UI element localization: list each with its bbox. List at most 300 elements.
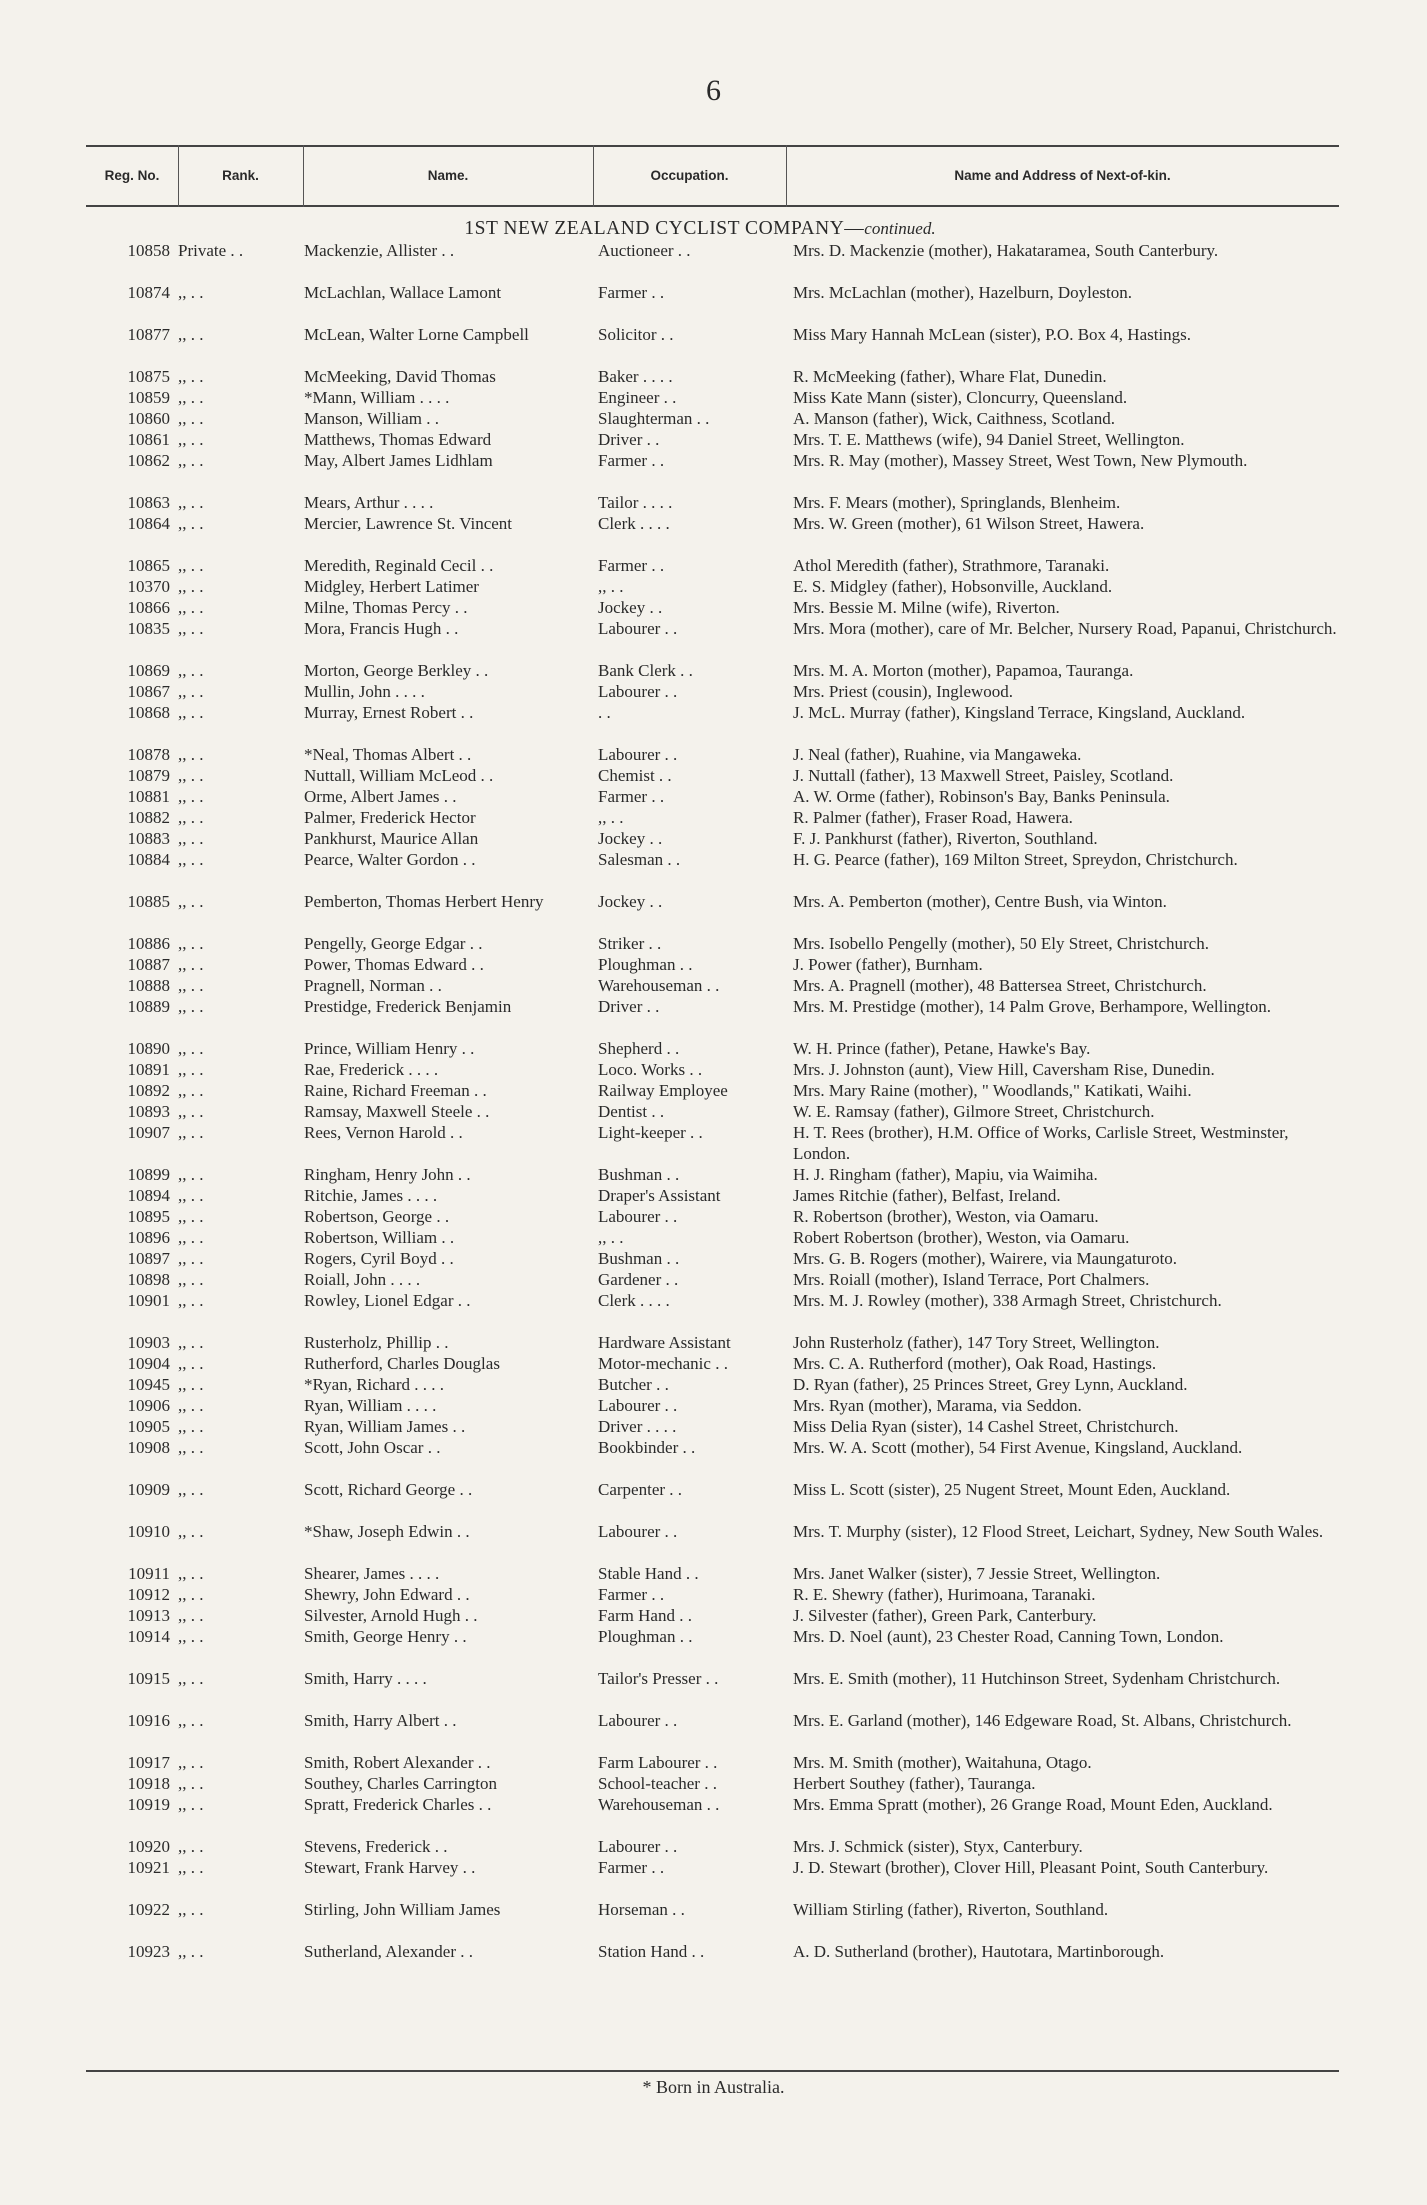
occupation-cell: Farmer . . — [598, 1858, 665, 1877]
reg-no-cell: 10899 — [127, 1165, 170, 1184]
name-cell: Robertson, William . . — [304, 1228, 455, 1247]
rank-cell: ,, . . — [178, 892, 204, 911]
next-of-kin-cell: F. J. Pankhurst (father), Riverton, Southland. — [793, 829, 1098, 848]
rank-cell: ,, . . — [178, 1396, 204, 1415]
occupation-cell: Horseman . . — [598, 1900, 685, 1919]
table-row — [0, 660, 1427, 681]
occupation-cell: Jockey . . — [598, 829, 663, 848]
rank-cell: ,, . . — [178, 1795, 204, 1814]
table-row — [0, 1668, 1427, 1710]
rank-cell: ,, . . — [178, 1585, 204, 1604]
next-of-kin-cell: H. T. Rees (brother), H.M. Office of Works, Carlisle Street, Westminster, London. — [793, 1123, 1289, 1163]
table-row — [0, 807, 1427, 828]
name-cell: Roiall, John . . . . — [304, 1270, 421, 1289]
occupation-cell: Chemist . . — [598, 766, 672, 785]
reg-no-cell: 10915 — [127, 1669, 170, 1688]
name-cell: Power, Thomas Edward . . — [304, 955, 484, 974]
reg-no-cell: 10889 — [127, 997, 170, 1016]
next-of-kin-cell: R. E. Shewry (father), Hurimoana, Taranaki. — [793, 1585, 1096, 1604]
name-cell: Milne, Thomas Percy . . — [304, 598, 468, 617]
rank-cell: ,, . . — [178, 388, 204, 407]
next-of-kin-cell: Mrs. W. Green (mother), 61 Wilson Street, Hawera. — [793, 514, 1145, 533]
rank-cell: ,, . . — [178, 451, 204, 470]
reg-no-cell: 10883 — [127, 829, 170, 848]
next-of-kin-cell: Mrs. M. Smith (mother), Waitahuna, Otago. — [793, 1753, 1092, 1772]
table-row — [0, 618, 1427, 660]
name-cell: McMeeking, David Thomas — [304, 367, 496, 386]
occupation-cell: Gardener . . — [598, 1270, 679, 1289]
name-cell: Ryan, William James . . — [304, 1417, 466, 1436]
rank-cell: ,, . . — [178, 577, 204, 596]
rank-cell: ,, . . — [178, 1438, 204, 1457]
next-of-kin-cell: W. E. Ramsay (father), Gilmore Street, Christchurch. — [793, 1102, 1155, 1121]
next-of-kin-cell: A. Manson (father), Wick, Caithness, Scotland. — [793, 409, 1115, 428]
name-cell: Rogers, Cyril Boyd . . — [304, 1249, 454, 1268]
table-row — [0, 513, 1427, 555]
table-row — [0, 1773, 1427, 1794]
occupation-cell: Tailor's Presser . . — [598, 1669, 719, 1688]
occupation-cell: Butcher . . — [598, 1375, 669, 1394]
table-row — [0, 828, 1427, 849]
occupation-cell: Farmer . . — [598, 451, 665, 470]
occupation-cell: Solicitor . . — [598, 325, 674, 344]
table-row — [0, 1941, 1427, 1962]
table-row — [0, 1479, 1427, 1521]
header-next-of-kin: Name and Address of Next-of-kin. — [954, 168, 1171, 183]
reg-no-cell: 10910 — [127, 1522, 170, 1541]
reg-no-cell: 10914 — [127, 1627, 170, 1646]
name-cell: Stevens, Frederick . . — [304, 1837, 448, 1856]
occupation-cell: Shepherd . . — [598, 1039, 680, 1058]
rank-cell: ,, . . — [178, 493, 204, 512]
next-of-kin-cell: A. D. Sutherland (brother), Hautotara, Martinborough. — [793, 1942, 1165, 1961]
reg-no-cell: 10864 — [127, 514, 170, 533]
occupation-cell: Jockey . . — [598, 892, 663, 911]
reg-no-cell: 10862 — [127, 451, 170, 470]
rank-cell: ,, . . — [178, 1186, 204, 1205]
occupation-cell: Loco. Works . . — [598, 1060, 703, 1079]
rank-cell: ,, . . — [178, 766, 204, 785]
table-row — [0, 954, 1427, 975]
rank-cell: ,, . . — [178, 409, 204, 428]
occupation-cell: Bookbinder . . — [598, 1438, 696, 1457]
rank-cell: ,, . . — [178, 829, 204, 848]
occupation-cell: Farmer . . — [598, 787, 665, 806]
occupation-cell: Ploughman . . — [598, 955, 693, 974]
next-of-kin-cell: J. Power (father), Burnham. — [793, 955, 983, 974]
next-of-kin-cell: Miss L. Scott (sister), 25 Nugent Street, Mount Eden, Auckland. — [793, 1480, 1231, 1499]
next-of-kin-cell: Mrs. J. Johnston (aunt), View Hill, Caversham Rise, Dunedin. — [793, 1060, 1215, 1079]
header-occupation: Occupation. — [650, 168, 729, 183]
table-row — [0, 240, 1427, 282]
occupation-cell: Labourer . . — [598, 682, 678, 701]
table-row — [0, 576, 1427, 597]
reg-no-cell: 10896 — [127, 1228, 170, 1247]
occupation-cell: Driver . . — [598, 430, 660, 449]
rank-cell: ,, . . — [178, 1060, 204, 1079]
table-row — [0, 975, 1427, 996]
reg-no-cell: 10881 — [127, 787, 170, 806]
table-row — [0, 1101, 1427, 1122]
header-reg-no: Reg. No. — [104, 168, 160, 183]
rank-cell: ,, . . — [178, 1123, 204, 1142]
table-row — [0, 366, 1427, 387]
name-cell: McLachlan, Wallace Lamont — [304, 283, 502, 302]
table-row — [0, 492, 1427, 513]
reg-no-cell: 10916 — [127, 1711, 170, 1730]
column-divider — [303, 145, 304, 207]
next-of-kin-cell: D. Ryan (father), 25 Princes Street, Grey Lynn, Auckland. — [793, 1375, 1188, 1394]
occupation-cell: Labourer . . — [598, 619, 678, 638]
reg-no-cell: 10898 — [127, 1270, 170, 1289]
next-of-kin-cell: Mrs. R. May (mother), Massey Street, West Town, New Plymouth. — [793, 451, 1248, 470]
reg-no-cell: 10869 — [127, 661, 170, 680]
occupation-cell: Motor-mechanic . . — [598, 1354, 728, 1373]
reg-no-cell: 10887 — [127, 955, 170, 974]
occupation-cell: Stable Hand . . — [598, 1564, 699, 1583]
reg-no-cell: 10370 — [127, 577, 170, 596]
rank-cell: ,, . . — [178, 1228, 204, 1247]
name-cell: Shearer, James . . . . — [304, 1564, 440, 1583]
rank-cell: ,, . . — [178, 1480, 204, 1499]
name-cell: Midgley, Herbert Latimer — [304, 577, 479, 596]
occupation-cell: Farmer . . — [598, 1585, 665, 1604]
reg-no-cell: 10903 — [127, 1333, 170, 1352]
occupation-cell: Ploughman . . — [598, 1627, 693, 1646]
reg-no-cell: 10920 — [127, 1837, 170, 1856]
occupation-cell: Light-keeper . . — [598, 1123, 703, 1142]
next-of-kin-cell: Mrs. A. Pemberton (mother), Centre Bush, via Winton. — [793, 892, 1167, 911]
next-of-kin-cell: William Stirling (father), Riverton, Southland. — [793, 1900, 1109, 1919]
name-cell: Ringham, Henry John . . — [304, 1165, 471, 1184]
next-of-kin-cell: Miss Delia Ryan (sister), 14 Cashel Street, Christchurch. — [793, 1417, 1179, 1436]
table-row — [0, 555, 1427, 576]
occupation-cell: Labourer . . — [598, 1711, 678, 1730]
next-of-kin-cell: Mrs. M. Prestidge (mother), 14 Palm Grove, Berhampore, Wellington. — [793, 997, 1272, 1016]
next-of-kin-cell: J. McL. Murray (father), Kingsland Terrace, Kingsland, Auckland. — [793, 703, 1246, 722]
next-of-kin-cell: R. Robertson (brother), Weston, via Oamaru. — [793, 1207, 1099, 1226]
occupation-cell: Clerk . . . . — [598, 1291, 670, 1310]
occupation-cell: ,, . . — [598, 577, 624, 596]
reg-no-cell: 10874 — [127, 283, 170, 302]
reg-no-cell: 10908 — [127, 1438, 170, 1457]
reg-no-cell: 10875 — [127, 367, 170, 386]
occupation-cell: Clerk . . . . — [598, 514, 670, 533]
rank-cell: ,, . . — [178, 1333, 204, 1352]
reg-no-cell: 10888 — [127, 976, 170, 995]
name-cell: Ritchie, James . . . . — [304, 1186, 438, 1205]
rank-cell: ,, . . — [178, 808, 204, 827]
rank-cell: ,, . . — [178, 703, 204, 722]
next-of-kin-cell: Mrs. D. Mackenzie (mother), Hakataramea, South Canterbury. — [793, 241, 1219, 260]
table-row — [0, 786, 1427, 807]
rank-cell: ,, . . — [178, 1102, 204, 1121]
table-row — [0, 1794, 1427, 1836]
name-cell: Pearce, Walter Gordon . . — [304, 850, 476, 869]
occupation-cell: Hardware Assistant — [598, 1333, 731, 1352]
next-of-kin-cell: J. Nuttall (father), 13 Maxwell Street, Paisley, Scotland. — [793, 766, 1174, 785]
header-rank: Rank. — [222, 168, 259, 183]
next-of-kin-cell: Mrs. Isobello Pengelly (mother), 50 Ely Street, Christchurch. — [793, 934, 1209, 953]
occupation-cell: Railway Employee — [598, 1081, 728, 1100]
reg-no-cell: 10945 — [127, 1375, 170, 1394]
next-of-kin-cell: Mrs. J. Schmick (sister), Styx, Canterbury. — [793, 1837, 1083, 1856]
next-of-kin-cell: W. H. Prince (father), Petane, Hawke's Bay. — [793, 1039, 1091, 1058]
next-of-kin-cell: Mrs. Ryan (mother), Marama, via Seddon. — [793, 1396, 1082, 1415]
reg-no-cell: 10858 — [127, 241, 170, 260]
rank-cell: ,, . . — [178, 1291, 204, 1310]
rank-cell: ,, . . — [178, 325, 204, 344]
name-cell: *Shaw, Joseph Edwin . . — [304, 1522, 470, 1541]
name-cell: Mora, Francis Hugh . . — [304, 619, 459, 638]
column-divider — [593, 145, 594, 207]
occupation-cell: Bushman . . — [598, 1165, 680, 1184]
next-of-kin-cell: E. S. Midgley (father), Hobsonville, Auckland. — [793, 577, 1113, 596]
table-row — [0, 933, 1427, 954]
rank-cell: ,, . . — [178, 1564, 204, 1583]
section-title-continued: continued. — [864, 219, 936, 238]
table-row — [0, 1374, 1427, 1395]
name-cell: Pragnell, Norman . . — [304, 976, 442, 995]
rank-cell: ,, . . — [178, 598, 204, 617]
next-of-kin-cell: Mrs. Janet Walker (sister), 7 Jessie Street, Wellington. — [793, 1564, 1161, 1583]
name-cell: Ramsay, Maxwell Steele . . — [304, 1102, 490, 1121]
reg-no-cell: 10894 — [127, 1186, 170, 1205]
occupation-cell: Labourer . . — [598, 1837, 678, 1856]
rank-cell: ,, . . — [178, 1606, 204, 1625]
name-cell: Rees, Vernon Harold . . — [304, 1123, 463, 1142]
next-of-kin-cell: Miss Mary Hannah McLean (sister), P.O. Box 4, Hastings. — [793, 325, 1192, 344]
page-number: 6 — [706, 74, 721, 107]
rank-cell: ,, . . — [178, 1900, 204, 1919]
name-cell: Southey, Charles Carrington — [304, 1774, 497, 1793]
next-of-kin-cell: H. G. Pearce (father), 169 Milton Street, Spreydon, Christchurch. — [793, 850, 1238, 869]
name-cell: Mullin, John . . . . — [304, 682, 425, 701]
rank-cell: ,, . . — [178, 1270, 204, 1289]
rank-cell: ,, . . — [178, 934, 204, 953]
name-cell: Pankhurst, Maurice Allan — [304, 829, 479, 848]
reg-no-cell: 10907 — [127, 1123, 170, 1142]
reg-no-cell: 10901 — [127, 1291, 170, 1310]
table-row — [0, 1899, 1427, 1941]
name-cell: Pengelly, George Edgar . . — [304, 934, 483, 953]
occupation-cell: ,, . . — [598, 808, 624, 827]
table-row — [0, 1227, 1427, 1248]
occupation-cell: Farmer . . — [598, 283, 665, 302]
name-cell: Meredith, Reginald Cecil . . — [304, 556, 494, 575]
name-cell: Sutherland, Alexander . . — [304, 1942, 474, 1961]
name-cell: Rutherford, Charles Douglas — [304, 1354, 500, 1373]
table-row — [0, 597, 1427, 618]
table-row — [0, 1416, 1427, 1437]
name-cell: Stewart, Frank Harvey . . — [304, 1858, 476, 1877]
next-of-kin-cell: Mrs. A. Pragnell (mother), 48 Battersea Street, Christchurch. — [793, 976, 1207, 995]
name-cell: Mears, Arthur . . . . — [304, 493, 434, 512]
table-row — [0, 408, 1427, 429]
next-of-kin-cell: R. Palmer (father), Fraser Road, Hawera. — [793, 808, 1073, 827]
reg-no-cell: 10905 — [127, 1417, 170, 1436]
table-row — [0, 1248, 1427, 1269]
rank-cell: ,, . . — [178, 682, 204, 701]
next-of-kin-cell: Mrs. G. B. Rogers (mother), Wairere, via Maungaturoto. — [793, 1249, 1178, 1268]
reg-no-cell: 10921 — [127, 1858, 170, 1877]
name-cell: Shewry, John Edward . . — [304, 1585, 470, 1604]
name-cell: Nuttall, William McLeod . . — [304, 766, 494, 785]
table-row — [0, 324, 1427, 366]
occupation-cell: Warehouseman . . — [598, 1795, 720, 1814]
next-of-kin-cell: Mrs. Emma Spratt (mother), 26 Grange Road, Mount Eden, Auckland. — [793, 1795, 1273, 1814]
table-row — [0, 1857, 1427, 1899]
next-of-kin-cell: Herbert Southey (father), Tauranga. — [793, 1774, 1036, 1793]
reg-no-cell: 10890 — [127, 1039, 170, 1058]
rank-cell: ,, . . — [178, 661, 204, 680]
table-row — [0, 1605, 1427, 1626]
name-cell: Murray, Ernest Robert . . — [304, 703, 474, 722]
name-cell: Ryan, William . . . . — [304, 1396, 437, 1415]
next-of-kin-cell: Mrs. Bessie M. Milne (wife), Riverton. — [793, 598, 1060, 617]
reg-no-cell: 10882 — [127, 808, 170, 827]
table-row — [0, 387, 1427, 408]
next-of-kin-cell: Robert Robertson (brother), Weston, via Oamaru. — [793, 1228, 1130, 1247]
name-cell: Mercier, Lawrence St. Vincent — [304, 514, 513, 533]
reg-no-cell: 10909 — [127, 1480, 170, 1499]
rank-cell: ,, . . — [178, 1627, 204, 1646]
occupation-cell: Striker . . — [598, 934, 662, 953]
name-cell: Rowley, Lionel Edgar . . — [304, 1291, 471, 1310]
table-row — [0, 1038, 1427, 1059]
reg-no-cell: 10912 — [127, 1585, 170, 1604]
rank-cell: ,, . . — [178, 430, 204, 449]
rank-cell: ,, . . — [178, 1249, 204, 1268]
reg-no-cell: 10911 — [128, 1564, 170, 1583]
table-row — [0, 1353, 1427, 1374]
rank-cell: ,, . . — [178, 1375, 204, 1394]
rank-cell: ,, . . — [178, 1669, 204, 1688]
table-row — [0, 1185, 1427, 1206]
name-cell: Pemberton, Thomas Herbert Henry — [304, 892, 544, 911]
occupation-cell: Farm Hand . . — [598, 1606, 692, 1625]
reg-no-cell: 10904 — [127, 1354, 170, 1373]
name-cell: McLean, Walter Lorne Campbell — [304, 325, 529, 344]
table-row — [0, 891, 1427, 933]
reg-no-cell: 10884 — [127, 850, 170, 869]
next-of-kin-cell: J. D. Stewart (brother), Clover Hill, Pleasant Point, South Canterbury. — [793, 1858, 1269, 1877]
reg-no-cell: 10886 — [127, 934, 170, 953]
occupation-cell: Draper's Assistant — [598, 1186, 721, 1205]
next-of-kin-cell: Miss Kate Mann (sister), Cloncurry, Queensland. — [793, 388, 1128, 407]
occupation-cell: Warehouseman . . — [598, 976, 720, 995]
reg-no-cell: 10897 — [127, 1249, 170, 1268]
name-cell: Orme, Albert James . . — [304, 787, 457, 806]
reg-no-cell: 10895 — [127, 1207, 170, 1226]
reg-no-cell: 10885 — [127, 892, 170, 911]
name-cell: Stirling, John William James — [304, 1900, 501, 1919]
rank-cell: ,, . . — [178, 367, 204, 386]
table-row — [0, 996, 1427, 1038]
next-of-kin-cell: Mrs. M. A. Morton (mother), Papamoa, Tauranga. — [793, 661, 1134, 680]
reg-no-cell: 10865 — [127, 556, 170, 575]
name-cell: Raine, Richard Freeman . . — [304, 1081, 487, 1100]
rank-cell: ,, . . — [178, 745, 204, 764]
reg-no-cell: 10835 — [127, 619, 170, 638]
reg-no-cell: 10866 — [127, 598, 170, 617]
header-name: Name. — [427, 168, 469, 183]
next-of-kin-cell: J. Neal (father), Ruahine, via Mangaweka. — [793, 745, 1082, 764]
rank-cell: ,, . . — [178, 997, 204, 1016]
reg-no-cell: 10906 — [127, 1396, 170, 1415]
table-row — [0, 282, 1427, 324]
next-of-kin-cell: Mrs. T. E. Matthews (wife), 94 Daniel Street, Wellington. — [793, 430, 1185, 449]
name-cell: Smith, Harry Albert . . — [304, 1711, 457, 1730]
reg-no-cell: 10917 — [127, 1753, 170, 1772]
table-row — [0, 681, 1427, 702]
next-of-kin-cell: H. J. Ringham (father), Mapiu, via Waimiha. — [793, 1165, 1098, 1184]
next-of-kin-cell: Mrs. Mary Raine (mother), " Woodlands," Katikati, Waihi. — [793, 1081, 1192, 1100]
table-row — [0, 1752, 1427, 1773]
table-row — [0, 1059, 1427, 1080]
name-cell: Mackenzie, Allister . . — [304, 241, 455, 260]
rank-cell: ,, . . — [178, 1207, 204, 1226]
occupation-cell: School-teacher . . — [598, 1774, 717, 1793]
name-cell: Smith, Robert Alexander . . — [304, 1753, 491, 1772]
name-cell: *Neal, Thomas Albert . . — [304, 745, 472, 764]
rank-cell: ,, . . — [178, 787, 204, 806]
name-cell: Rae, Frederick . . . . — [304, 1060, 439, 1079]
occupation-cell: Labourer . . — [598, 1207, 678, 1226]
table-row — [0, 1563, 1427, 1584]
section-title-text: 1ST NEW ZEALAND CYCLIST COMPANY— — [464, 218, 865, 239]
occupation-cell: Bank Clerk . . — [598, 661, 693, 680]
reg-no-cell: 10861 — [127, 430, 170, 449]
occupation-cell: ,, . . — [598, 1228, 624, 1247]
occupation-cell: Farmer . . — [598, 556, 665, 575]
roll-table — [0, 240, 1427, 1962]
occupation-cell: Driver . . . . — [598, 1417, 677, 1436]
table-row — [0, 1437, 1427, 1479]
occupation-cell: Labourer . . — [598, 745, 678, 764]
section-title — [300, 218, 1100, 240]
occupation-cell: Driver . . — [598, 997, 660, 1016]
table-row — [0, 1395, 1427, 1416]
table-row — [0, 1584, 1427, 1605]
table-row — [0, 1269, 1427, 1290]
next-of-kin-cell: Mrs. Mora (mother), care of Mr. Belcher, Nursery Road, Papanui, Christchurch. — [793, 619, 1337, 638]
occupation-cell: Carpenter . . — [598, 1480, 683, 1499]
next-of-kin-cell: Mrs. Priest (cousin), Inglewood. — [793, 682, 1014, 701]
reg-no-cell: 10922 — [127, 1900, 170, 1919]
occupation-cell: Labourer . . — [598, 1522, 678, 1541]
name-cell: Morton, George Berkley . . — [304, 661, 489, 680]
next-of-kin-cell: John Rusterholz (father), 147 Tory Street, Wellington. — [793, 1333, 1160, 1352]
table-row — [0, 765, 1427, 786]
name-cell: Prestidge, Frederick Benjamin — [304, 997, 512, 1016]
table-row — [0, 429, 1427, 450]
name-cell: Spratt, Frederick Charles . . — [304, 1795, 492, 1814]
rank-cell: ,, . . — [178, 976, 204, 995]
table-row — [0, 1080, 1427, 1101]
next-of-kin-cell: A. W. Orme (father), Robinson's Bay, Banks Peninsula. — [793, 787, 1170, 806]
table-row — [0, 1122, 1427, 1164]
next-of-kin-cell: Mrs. E. Smith (mother), 11 Hutchinson Street, Sydenham Christchurch. — [793, 1669, 1281, 1688]
table-row — [0, 849, 1427, 891]
next-of-kin-cell: Mrs. W. A. Scott (mother), 54 First Avenue, Kingsland, Auckland. — [793, 1438, 1243, 1457]
rank-cell: ,, . . — [178, 1522, 204, 1541]
table-row — [0, 450, 1427, 492]
next-of-kin-cell: Mrs. McLachlan (mother), Hazelburn, Doyleston. — [793, 283, 1132, 302]
next-of-kin-cell: R. McMeeking (father), Whare Flat, Dunedin. — [793, 367, 1107, 386]
next-of-kin-cell: James Ritchie (father), Belfast, Ireland. — [793, 1186, 1061, 1205]
table-row — [0, 702, 1427, 744]
